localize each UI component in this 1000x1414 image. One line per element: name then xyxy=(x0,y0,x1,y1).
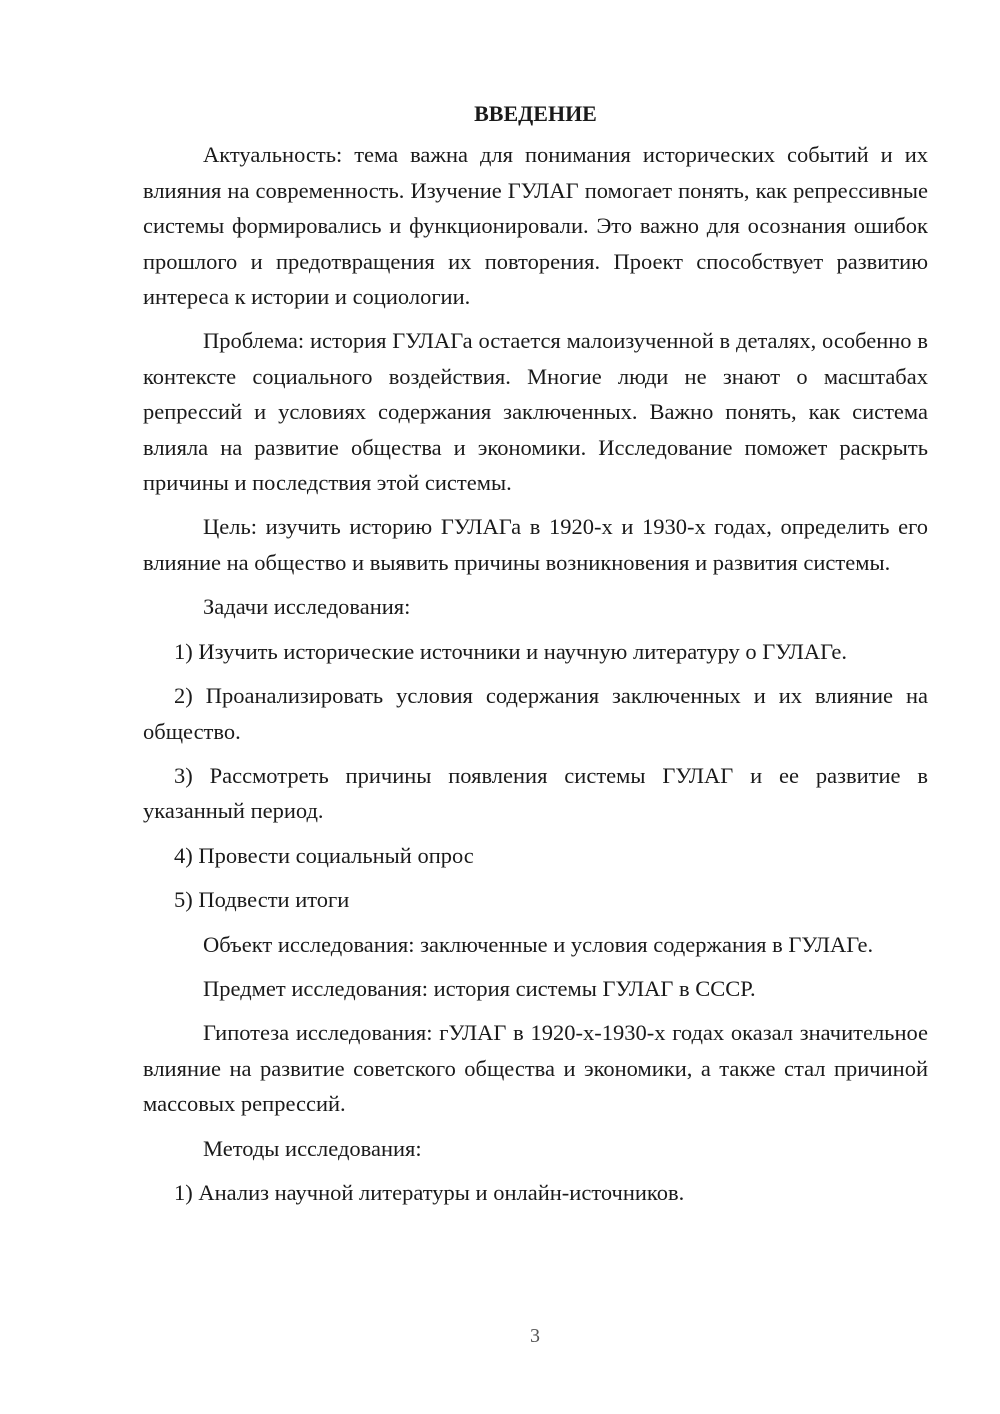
list-item-task-2: 2) Проанализировать условия содержания заключенных и их влияние на общество. xyxy=(143,683,928,744)
paragraph-subject: Предмет исследования: история системы ГУЛАГ в СССР. xyxy=(203,975,756,1001)
paragraph-tasks-heading: Задачи исследования: xyxy=(203,594,411,620)
list-item-task-1: 1) Изучить исторические источники и научную литературу о ГУЛАГе. xyxy=(174,638,848,664)
paragraph-relevance: Актуальность: тема важна для понимания исторических событий и их влияния на современность. Изучение ГУЛАГ помогает понять, как репрессивные системы формировались и функционировали. Это важно для осознания ошибок прошлого и предотвращения их повторения. Проект способствует развитию интереса к истории и социологии. xyxy=(143,142,928,310)
document-page xyxy=(143,96,928,1219)
page-number: 3 xyxy=(530,1325,540,1347)
paragraph-object: Объект исследования: заключенные и условия содержания в ГУЛАГе. xyxy=(203,931,874,957)
list-item-task-3: 3) Рассмотреть причины появления системы ГУЛАГ и ее развитие в указанный период. xyxy=(143,762,928,824)
paragraph-hypothesis: Гипотеза исследования: гУЛАГ в 1920-х-1930-х годах оказал значительное влияние на развитие советского общества и экономики, а также стал причиной массовых репрессий. xyxy=(143,1020,928,1117)
list-item-method-1: 1) Анализ научной литературы и онлайн-источников. xyxy=(174,1179,685,1205)
list-item-task-4: 4) Провести социальный опрос xyxy=(174,842,474,868)
paragraph-methods-heading: Методы исследования: xyxy=(203,1135,422,1161)
paragraph-problem: Проблема: история ГУЛАГа остается малоизученной в деталях, особенно в контексте социального воздействия. Многие люди не знают о масштабах репрессий и условиях содержания заключенных. Важно понять, как система влияла на развитие общества и экономики. Исследование поможет раскрыть причины и последствия этой системы. xyxy=(143,328,928,496)
paragraph-goal: Цель: изучить историю ГУЛАГа в 1920-х и 1930-х годах, определить его влияние на общество и выявить причины возникновения и развития системы. xyxy=(143,514,928,575)
page-title: ВВЕДЕНИЕ xyxy=(474,101,597,126)
list-item-task-5: 5) Подвести итоги xyxy=(174,887,350,913)
